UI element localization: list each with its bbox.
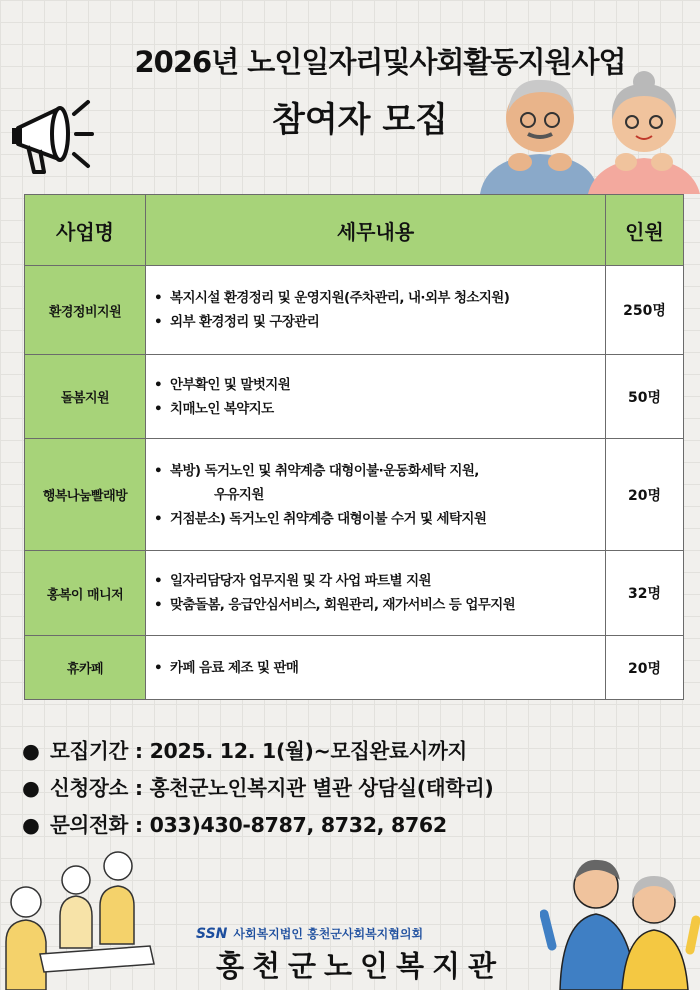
seniors-illustration — [478, 70, 700, 194]
bullet-icon: • — [154, 290, 163, 306]
program-details — [146, 355, 606, 439]
detail-line-continued: 우유지원 — [214, 486, 264, 503]
detail-line: • 복지시설 환경정리 및 운영지원(주차관리, 내·외부 청소지원) — [154, 286, 601, 310]
program-details — [146, 551, 606, 636]
page-title: 2026년 노인일자리및사회활동지원사업 — [134, 45, 626, 79]
recruitment-period: ● 모집기간 : 2025. 12. 1(월)~모집완료시까지 — [22, 733, 493, 770]
header-headcount: 인원 — [606, 195, 684, 266]
table-row — [25, 439, 684, 551]
contact-phone: ● 문의전화 : 033)430-8787, 8732, 8762 — [22, 807, 493, 844]
bullet-icon: ● — [22, 813, 40, 837]
detail-line: • 거점분소) 독거노인 취약계층 대형이불 수거 및 세탁지원 — [154, 507, 601, 531]
bullet-icon: • — [154, 314, 163, 330]
org-name: 사회복지법인 홍천군사회복지협의회 — [233, 927, 424, 941]
program-details — [146, 266, 606, 355]
bullet-icon: • — [154, 597, 163, 613]
welfare-center-name: 홍천군노인복지관 — [215, 949, 505, 983]
table-row — [25, 551, 684, 636]
bullet-icon: • — [154, 376, 163, 393]
bullet-icon: • — [154, 462, 163, 479]
detail-line: • 일자리담당자 업무지원 및 각 사업 파트별 지원 — [154, 569, 601, 593]
detail-line: • 치매노인 복약지도 — [154, 397, 601, 421]
program-name: 홍복이 매니저 — [25, 551, 146, 636]
detail-line: • 맞춤돌봄, 응급안심서비스, 회원관리, 재가서비스 등 업무지원 — [154, 593, 601, 617]
bullet-icon: • — [154, 400, 163, 417]
bullet-icon: ● — [22, 776, 40, 800]
table-row — [25, 266, 684, 355]
bullet-icon: • — [154, 659, 163, 676]
program-name: 환경정비지원 — [25, 266, 146, 355]
application-place: ● 신청장소 : 홍천군노인복지관 별관 상담실(태학리) — [22, 770, 493, 807]
table-header-row — [25, 195, 684, 266]
page-subtitle: 참여자 모집 — [271, 100, 449, 140]
people-illustration — [540, 850, 700, 990]
people-illustration — [0, 842, 165, 990]
job-table — [24, 194, 684, 700]
header-program-name: 사업명 — [25, 195, 146, 266]
ssn-logo: SSN — [196, 926, 228, 942]
table-row — [25, 636, 684, 700]
org-logo — [196, 923, 423, 942]
recruitment-info — [22, 733, 493, 844]
program-headcount: 50명 — [606, 355, 684, 439]
program-name: 휴카페 — [25, 636, 146, 700]
table-row — [25, 355, 684, 439]
detail-line: • 카페 음료 제조 및 판매 — [154, 656, 601, 680]
program-headcount: 32명 — [606, 551, 684, 636]
program-headcount: 20명 — [606, 636, 684, 700]
detail-line: • 안부확인 및 말벗지원 — [154, 373, 601, 397]
header-details: 세무내용 — [146, 195, 606, 266]
detail-line: • 복방) 독거노인 및 취약계층 대형이불·운동화세탁 지원, — [154, 459, 601, 483]
bullet-icon: ● — [22, 739, 40, 763]
program-headcount: 20명 — [606, 439, 684, 551]
program-details — [146, 636, 606, 700]
program-name: 돌봄지원 — [25, 355, 146, 439]
detail-line: • 외부 환경정리 및 구장관리 — [154, 310, 601, 334]
program-details — [146, 439, 606, 551]
megaphone-icon — [8, 88, 94, 184]
program-name: 행복나눔빨래방 — [25, 439, 146, 551]
bullet-icon: • — [154, 573, 163, 589]
bullet-icon: • — [154, 510, 163, 527]
program-headcount: 250명 — [606, 266, 684, 355]
